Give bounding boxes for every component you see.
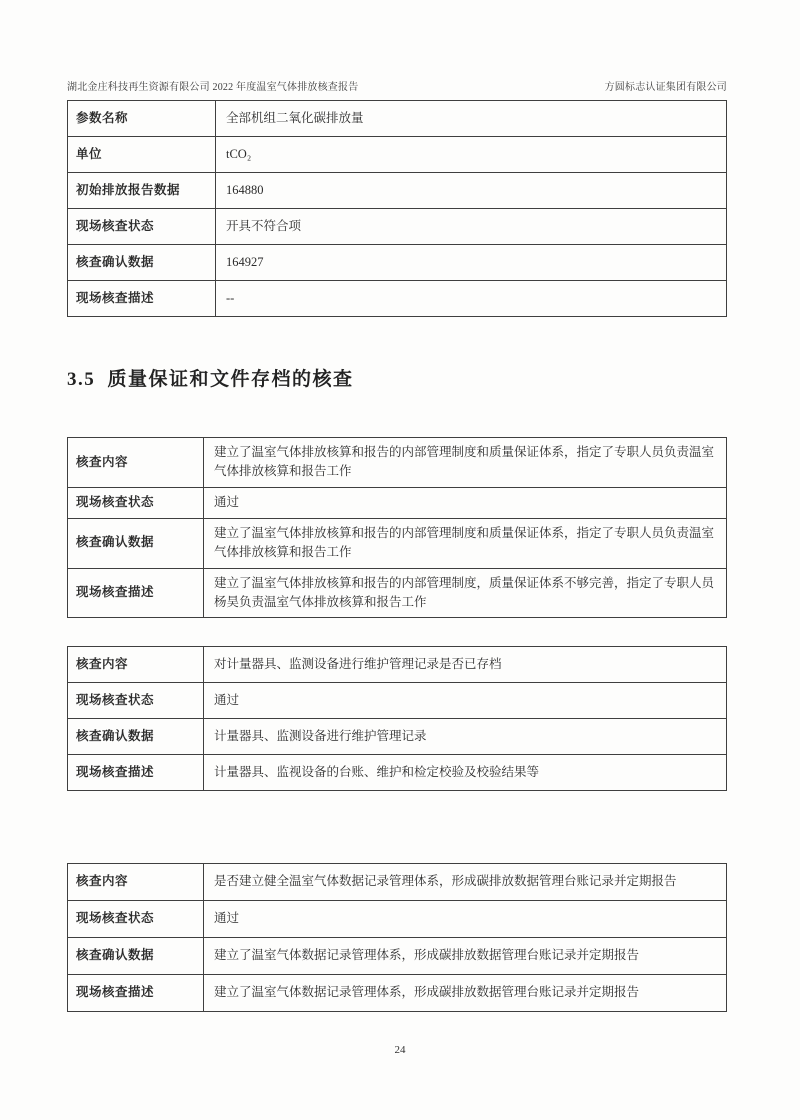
row-label: 核查确认数据	[68, 518, 204, 568]
row-value: tCO₂	[216, 137, 727, 173]
header-certifier-name: 方圆标志认证集团有限公司	[604, 82, 727, 93]
row-label: 现场核查描述	[68, 568, 204, 618]
row-value: 164880	[216, 173, 727, 209]
section-heading: 3.5 质量保证和文件存档的核查	[67, 369, 354, 390]
row-label: 现场核查描述	[68, 281, 216, 317]
row-value: --	[216, 281, 727, 317]
table-row	[68, 719, 727, 755]
table-row	[68, 938, 727, 975]
table-row	[68, 864, 727, 901]
row-value: 建立了温室气体数据记录管理体系，形成碳排放数据管理台账记录并定期报告	[204, 975, 727, 1012]
table-row	[68, 518, 727, 568]
qa-table-data-records	[67, 863, 727, 1012]
parameter-table	[67, 100, 727, 317]
table-row	[68, 568, 727, 618]
qa-table-equipment-records	[67, 646, 727, 791]
row-value: 建立了温室气体排放核算和报告的内部管理制度和质量保证体系，指定了专职人员负责温室气体排放核算和报告工作	[204, 518, 727, 568]
table-row	[68, 975, 727, 1012]
row-label: 核查确认数据	[68, 245, 216, 281]
table-row	[68, 487, 727, 518]
row-label: 单位	[68, 137, 216, 173]
row-value: 通过	[204, 901, 727, 938]
row-label: 现场核查状态	[68, 683, 204, 719]
table-row	[68, 281, 727, 317]
row-label: 现场核查状态	[68, 487, 204, 518]
row-label: 初始排放报告数据	[68, 173, 216, 209]
row-label: 核查内容	[68, 438, 204, 488]
row-value: 开具不符合项	[216, 209, 727, 245]
row-value: 建立了温室气体排放核算和报告的内部管理制度和质量保证体系，指定了专职人员负责温室气体排放核算和报告工作	[204, 438, 727, 488]
table-row	[68, 755, 727, 791]
row-label: 核查内容	[68, 647, 204, 683]
table-row	[68, 901, 727, 938]
table-row	[68, 137, 727, 173]
row-value: 是否建立健全温室气体数据记录管理体系，形成碳排放数据管理台账记录并定期报告	[204, 864, 727, 901]
header-report-title: 湖北金庄科技再生资源有限公司 2022 年度温室气体排放核查报告	[67, 82, 359, 93]
table-row	[68, 173, 727, 209]
row-value: 建立了温室气体排放核算和报告的内部管理制度，质量保证体系不够完善，指定了专职人员杨昊负责温室气体排放核算和报告工作	[204, 568, 727, 618]
row-value: 对计量器具、监测设备进行维护管理记录是否已存档	[204, 647, 727, 683]
row-value: 164927	[216, 245, 727, 281]
row-value: 通过	[204, 487, 727, 518]
row-value: 建立了温室气体数据记录管理体系，形成碳排放数据管理台账记录并定期报告	[204, 938, 727, 975]
table-row	[68, 245, 727, 281]
table-row	[68, 101, 727, 137]
qa-table-management-system	[67, 437, 727, 618]
row-label: 核查确认数据	[68, 938, 204, 975]
row-value: 通过	[204, 683, 727, 719]
table-row	[68, 209, 727, 245]
row-label: 核查内容	[68, 864, 204, 901]
row-value: 计量器具、监视设备的台账、维护和检定校验及校验结果等	[204, 755, 727, 791]
table-row	[68, 438, 727, 488]
document-header	[67, 78, 727, 93]
row-value: 全部机组二氧化碳排放量	[216, 101, 727, 137]
table-row	[68, 683, 727, 719]
row-label: 现场核查描述	[68, 975, 204, 1012]
page-number: 24	[394, 1044, 406, 1056]
row-label: 核查确认数据	[68, 719, 204, 755]
row-label: 现场核查描述	[68, 755, 204, 791]
row-label: 参数名称	[68, 101, 216, 137]
table-row	[68, 647, 727, 683]
row-value: 计量器具、监测设备进行维护管理记录	[204, 719, 727, 755]
row-label: 现场核查状态	[68, 209, 216, 245]
row-label: 现场核查状态	[68, 901, 204, 938]
